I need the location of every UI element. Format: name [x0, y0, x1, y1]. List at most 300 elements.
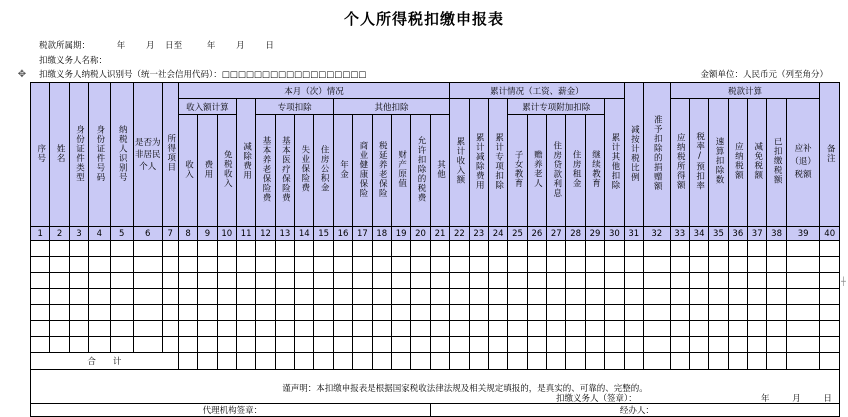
total-cell[interactable] [566, 353, 585, 370]
table-cell[interactable] [450, 337, 469, 353]
table-cell[interactable] [333, 241, 352, 257]
table-cell[interactable] [353, 273, 372, 289]
table-cell[interactable] [488, 273, 507, 289]
table-cell[interactable] [709, 241, 728, 257]
total-cell[interactable] [527, 353, 546, 370]
table-cell[interactable] [162, 337, 178, 353]
table-cell[interactable] [450, 321, 469, 337]
table-cell[interactable] [624, 241, 643, 257]
table-cell[interactable] [295, 321, 314, 337]
table-cell[interactable] [786, 305, 820, 321]
table-cell[interactable] [217, 241, 236, 257]
table-cell[interactable] [89, 321, 110, 337]
table-move-handle-icon[interactable]: ✥ [17, 69, 27, 80]
table-cell[interactable] [728, 289, 747, 305]
table-cell[interactable] [767, 257, 786, 273]
table-cell[interactable] [391, 241, 410, 257]
table-cell[interactable] [644, 321, 671, 337]
table-cell[interactable] [786, 321, 820, 337]
table-cell[interactable] [31, 289, 50, 305]
total-cell[interactable] [786, 353, 820, 370]
table-cell[interactable] [89, 289, 110, 305]
table-cell[interactable] [566, 289, 585, 305]
table-cell[interactable] [110, 273, 133, 289]
table-cell[interactable] [488, 321, 507, 337]
table-cell[interactable] [198, 289, 217, 305]
table-cell[interactable] [110, 337, 133, 353]
table-cell[interactable] [275, 241, 294, 257]
table-cell[interactable] [488, 257, 507, 273]
table-cell[interactable] [508, 305, 527, 321]
table-cell[interactable] [333, 257, 352, 273]
total-cell[interactable] [469, 353, 488, 370]
table-cell[interactable] [488, 289, 507, 305]
total-cell[interactable] [353, 353, 372, 370]
table-cell[interactable] [624, 273, 643, 289]
table-cell[interactable] [670, 321, 689, 337]
table-cell[interactable] [670, 273, 689, 289]
table-cell[interactable] [508, 273, 527, 289]
table-cell[interactable] [89, 257, 110, 273]
table-cell[interactable] [391, 305, 410, 321]
table-cell[interactable] [430, 273, 450, 289]
table-cell[interactable] [748, 289, 767, 305]
table-cell[interactable] [411, 321, 430, 337]
table-cell[interactable] [605, 321, 624, 337]
table-cell[interactable] [89, 273, 110, 289]
table-cell[interactable] [469, 305, 488, 321]
table-cell[interactable] [508, 337, 527, 353]
total-cell[interactable] [689, 353, 708, 370]
table-cell[interactable] [748, 305, 767, 321]
table-cell[interactable] [256, 273, 275, 289]
table-cell[interactable] [110, 241, 133, 257]
table-cell[interactable] [353, 289, 372, 305]
table-cell[interactable] [767, 241, 786, 257]
table-cell[interactable] [275, 273, 294, 289]
table-cell[interactable] [585, 289, 604, 305]
table-cell[interactable] [295, 241, 314, 257]
table-cell[interactable] [333, 305, 352, 321]
table-cell[interactable] [748, 241, 767, 257]
table-cell[interactable] [689, 321, 708, 337]
table-cell[interactable] [624, 337, 643, 353]
table-row[interactable] [31, 257, 840, 273]
table-cell[interactable] [133, 289, 162, 305]
table-cell[interactable] [527, 273, 546, 289]
table-cell[interactable] [527, 321, 546, 337]
table-cell[interactable] [275, 257, 294, 273]
table-cell[interactable] [566, 305, 585, 321]
table-cell[interactable] [333, 289, 352, 305]
table-cell[interactable] [527, 289, 546, 305]
table-cell[interactable] [162, 257, 178, 273]
table-cell[interactable] [31, 321, 50, 337]
total-cell[interactable] [644, 353, 671, 370]
table-cell[interactable] [670, 305, 689, 321]
table-cell[interactable] [411, 289, 430, 305]
table-cell[interactable] [50, 337, 69, 353]
table-cell[interactable] [69, 241, 88, 257]
table-cell[interactable] [31, 305, 50, 321]
table-cell[interactable] [709, 321, 728, 337]
table-cell[interactable] [508, 257, 527, 273]
table-cell[interactable] [178, 273, 197, 289]
table-cell[interactable] [69, 289, 88, 305]
table-cell[interactable] [709, 337, 728, 353]
table-cell[interactable] [527, 305, 546, 321]
table-cell[interactable] [133, 241, 162, 257]
table-cell[interactable] [527, 337, 546, 353]
table-cell[interactable] [786, 337, 820, 353]
total-cell[interactable] [372, 353, 391, 370]
table-cell[interactable] [430, 321, 450, 337]
total-cell[interactable] [275, 353, 294, 370]
table-cell[interactable] [69, 273, 88, 289]
table-row[interactable] [31, 289, 840, 305]
total-cell[interactable] [450, 353, 469, 370]
table-cell[interactable] [178, 321, 197, 337]
table-cell[interactable] [820, 337, 840, 353]
table-cell[interactable] [644, 289, 671, 305]
table-cell[interactable] [469, 241, 488, 257]
table-cell[interactable] [450, 257, 469, 273]
table-cell[interactable] [217, 321, 236, 337]
table-cell[interactable] [133, 337, 162, 353]
table-cell[interactable] [508, 321, 527, 337]
table-cell[interactable] [162, 305, 178, 321]
table-cell[interactable] [767, 273, 786, 289]
table-cell[interactable] [748, 257, 767, 273]
table-cell[interactable] [256, 289, 275, 305]
table-cell[interactable] [728, 273, 747, 289]
total-cell[interactable] [709, 353, 728, 370]
table-cell[interactable] [256, 337, 275, 353]
table-cell[interactable] [820, 241, 840, 257]
table-cell[interactable] [295, 257, 314, 273]
table-cell[interactable] [820, 289, 840, 305]
table-cell[interactable] [217, 289, 236, 305]
table-cell[interactable] [709, 273, 728, 289]
table-cell[interactable] [585, 257, 604, 273]
table-cell[interactable] [450, 241, 469, 257]
table-cell[interactable] [547, 289, 566, 305]
table-cell[interactable] [624, 257, 643, 273]
table-cell[interactable] [236, 289, 255, 305]
table-cell[interactable] [585, 337, 604, 353]
table-cell[interactable] [786, 273, 820, 289]
total-cell[interactable] [508, 353, 527, 370]
table-cell[interactable] [605, 337, 624, 353]
table-cell[interactable] [786, 257, 820, 273]
table-cell[interactable] [820, 257, 840, 273]
table-cell[interactable] [469, 321, 488, 337]
total-cell[interactable] [767, 353, 786, 370]
table-cell[interactable] [69, 321, 88, 337]
table-cell[interactable] [178, 257, 197, 273]
table-cell[interactable] [391, 289, 410, 305]
total-cell[interactable] [333, 353, 352, 370]
table-cell[interactable] [50, 289, 69, 305]
table-cell[interactable] [430, 289, 450, 305]
table-cell[interactable] [689, 289, 708, 305]
total-cell[interactable] [430, 353, 450, 370]
table-cell[interactable] [585, 321, 604, 337]
table-cell[interactable] [767, 289, 786, 305]
total-cell[interactable] [256, 353, 275, 370]
table-cell[interactable] [767, 321, 786, 337]
table-cell[interactable] [547, 241, 566, 257]
total-cell[interactable] [178, 353, 197, 370]
table-cell[interactable] [709, 257, 728, 273]
table-cell[interactable] [566, 241, 585, 257]
table-cell[interactable] [50, 321, 69, 337]
table-cell[interactable] [670, 337, 689, 353]
table-cell[interactable] [295, 273, 314, 289]
table-cell[interactable] [133, 257, 162, 273]
table-cell[interactable] [547, 305, 566, 321]
table-cell[interactable] [178, 305, 197, 321]
table-cell[interactable] [69, 337, 88, 353]
table-cell[interactable] [256, 257, 275, 273]
table-cell[interactable] [89, 337, 110, 353]
table-row[interactable] [31, 337, 840, 353]
table-cell[interactable] [314, 241, 333, 257]
table-cell[interactable] [624, 305, 643, 321]
total-cell[interactable] [488, 353, 507, 370]
total-cell[interactable] [748, 353, 767, 370]
table-cell[interactable] [353, 305, 372, 321]
table-cell[interactable] [547, 321, 566, 337]
table-cell[interactable] [372, 289, 391, 305]
table-cell[interactable] [820, 321, 840, 337]
total-cell[interactable] [585, 353, 604, 370]
table-cell[interactable] [689, 273, 708, 289]
table-row[interactable] [31, 241, 840, 257]
table-cell[interactable] [69, 305, 88, 321]
table-cell[interactable] [50, 257, 69, 273]
table-cell[interactable] [353, 257, 372, 273]
table-cell[interactable] [31, 273, 50, 289]
table-cell[interactable] [256, 305, 275, 321]
table-cell[interactable] [469, 289, 488, 305]
total-cell[interactable] [670, 353, 689, 370]
table-cell[interactable] [162, 289, 178, 305]
total-cell[interactable] [198, 353, 217, 370]
total-cell[interactable] [217, 353, 236, 370]
total-cell[interactable] [624, 353, 643, 370]
table-cell[interactable] [488, 337, 507, 353]
table-cell[interactable] [644, 257, 671, 273]
table-cell[interactable] [527, 241, 546, 257]
table-cell[interactable] [411, 337, 430, 353]
table-cell[interactable] [198, 257, 217, 273]
table-cell[interactable] [89, 241, 110, 257]
table-cell[interactable] [110, 289, 133, 305]
table-cell[interactable] [689, 241, 708, 257]
total-cell[interactable] [314, 353, 333, 370]
table-cell[interactable] [31, 337, 50, 353]
table-cell[interactable] [178, 289, 197, 305]
table-cell[interactable] [488, 305, 507, 321]
table-cell[interactable] [314, 273, 333, 289]
table-cell[interactable] [605, 241, 624, 257]
table-cell[interactable] [217, 305, 236, 321]
table-cell[interactable] [469, 337, 488, 353]
total-cell[interactable] [547, 353, 566, 370]
table-cell[interactable] [256, 321, 275, 337]
table-cell[interactable] [236, 321, 255, 337]
table-cell[interactable] [527, 257, 546, 273]
table-cell[interactable] [198, 305, 217, 321]
table-cell[interactable] [411, 273, 430, 289]
table-cell[interactable] [217, 337, 236, 353]
table-cell[interactable] [372, 337, 391, 353]
table-cell[interactable] [508, 289, 527, 305]
table-cell[interactable] [295, 289, 314, 305]
table-cell[interactable] [110, 321, 133, 337]
table-cell[interactable] [488, 241, 507, 257]
table-cell[interactable] [820, 305, 840, 321]
table-cell[interactable] [275, 337, 294, 353]
table-cell[interactable] [644, 241, 671, 257]
table-cell[interactable] [748, 321, 767, 337]
table-cell[interactable] [547, 273, 566, 289]
total-cell[interactable] [820, 353, 840, 370]
table-cell[interactable] [178, 241, 197, 257]
table-cell[interactable] [748, 337, 767, 353]
table-cell[interactable] [198, 321, 217, 337]
table-cell[interactable] [333, 273, 352, 289]
table-cell[interactable] [236, 273, 255, 289]
table-cell[interactable] [69, 257, 88, 273]
table-cell[interactable] [275, 289, 294, 305]
table-cell[interactable] [430, 305, 450, 321]
table-cell[interactable] [547, 257, 566, 273]
table-cell[interactable] [178, 337, 197, 353]
table-cell[interactable] [217, 273, 236, 289]
table-cell[interactable] [670, 241, 689, 257]
table-cell[interactable] [450, 273, 469, 289]
table-cell[interactable] [450, 305, 469, 321]
table-cell[interactable] [689, 305, 708, 321]
table-row[interactable] [31, 273, 840, 289]
table-cell[interactable] [786, 289, 820, 305]
table-cell[interactable] [430, 337, 450, 353]
table-cell[interactable] [372, 257, 391, 273]
table-cell[interactable] [820, 273, 840, 289]
table-cell[interactable] [50, 273, 69, 289]
table-cell[interactable] [275, 305, 294, 321]
table-cell[interactable] [469, 273, 488, 289]
table-cell[interactable] [236, 257, 255, 273]
table-cell[interactable] [767, 337, 786, 353]
table-cell[interactable] [644, 337, 671, 353]
table-cell[interactable] [469, 257, 488, 273]
table-cell[interactable] [670, 289, 689, 305]
table-cell[interactable] [198, 241, 217, 257]
table-cell[interactable] [391, 321, 410, 337]
table-cell[interactable] [605, 305, 624, 321]
table-cell[interactable] [236, 241, 255, 257]
table-cell[interactable] [689, 337, 708, 353]
table-cell[interactable] [110, 257, 133, 273]
table-cell[interactable] [624, 289, 643, 305]
table-cell[interactable] [217, 257, 236, 273]
table-cell[interactable] [314, 289, 333, 305]
table-cell[interactable] [133, 321, 162, 337]
table-cell[interactable] [644, 273, 671, 289]
table-cell[interactable] [709, 289, 728, 305]
table-cell[interactable] [391, 257, 410, 273]
table-cell[interactable] [786, 241, 820, 257]
table-cell[interactable] [411, 241, 430, 257]
table-cell[interactable] [430, 241, 450, 257]
table-cell[interactable] [333, 321, 352, 337]
table-cell[interactable] [50, 241, 69, 257]
table-cell[interactable] [372, 321, 391, 337]
table-cell[interactable] [31, 241, 50, 257]
table-cell[interactable] [295, 337, 314, 353]
table-cell[interactable] [372, 305, 391, 321]
table-cell[interactable] [508, 241, 527, 257]
table-cell[interactable] [372, 241, 391, 257]
table-cell[interactable] [728, 241, 747, 257]
table-cell[interactable] [162, 321, 178, 337]
table-cell[interactable] [430, 257, 450, 273]
total-cell[interactable] [728, 353, 747, 370]
table-cell[interactable] [314, 321, 333, 337]
table-cell[interactable] [411, 257, 430, 273]
table-cell[interactable] [314, 305, 333, 321]
table-cell[interactable] [566, 257, 585, 273]
table-cell[interactable] [605, 289, 624, 305]
table-cell[interactable] [391, 337, 410, 353]
table-cell[interactable] [256, 241, 275, 257]
table-cell[interactable] [353, 337, 372, 353]
table-cell[interactable] [162, 273, 178, 289]
table-cell[interactable] [605, 273, 624, 289]
total-cell[interactable] [605, 353, 624, 370]
table-row[interactable] [31, 305, 840, 321]
table-cell[interactable] [585, 305, 604, 321]
table-cell[interactable] [314, 337, 333, 353]
table-cell[interactable] [748, 273, 767, 289]
total-cell[interactable] [295, 353, 314, 370]
table-cell[interactable] [670, 257, 689, 273]
table-cell[interactable] [566, 337, 585, 353]
table-cell[interactable] [314, 257, 333, 273]
table-cell[interactable] [236, 305, 255, 321]
table-cell[interactable] [236, 337, 255, 353]
table-cell[interactable] [566, 321, 585, 337]
table-cell[interactable] [31, 257, 50, 273]
table-cell[interactable] [767, 305, 786, 321]
table-cell[interactable] [353, 321, 372, 337]
table-cell[interactable] [198, 337, 217, 353]
table-cell[interactable] [391, 273, 410, 289]
total-cell[interactable] [236, 353, 255, 370]
table-cell[interactable] [133, 273, 162, 289]
table-cell[interactable] [295, 305, 314, 321]
table-row[interactable] [31, 321, 840, 337]
table-cell[interactable] [709, 305, 728, 321]
table-cell[interactable] [133, 305, 162, 321]
table-cell[interactable] [411, 305, 430, 321]
table-cell[interactable] [275, 321, 294, 337]
table-cell[interactable] [605, 257, 624, 273]
table-cell[interactable] [353, 241, 372, 257]
